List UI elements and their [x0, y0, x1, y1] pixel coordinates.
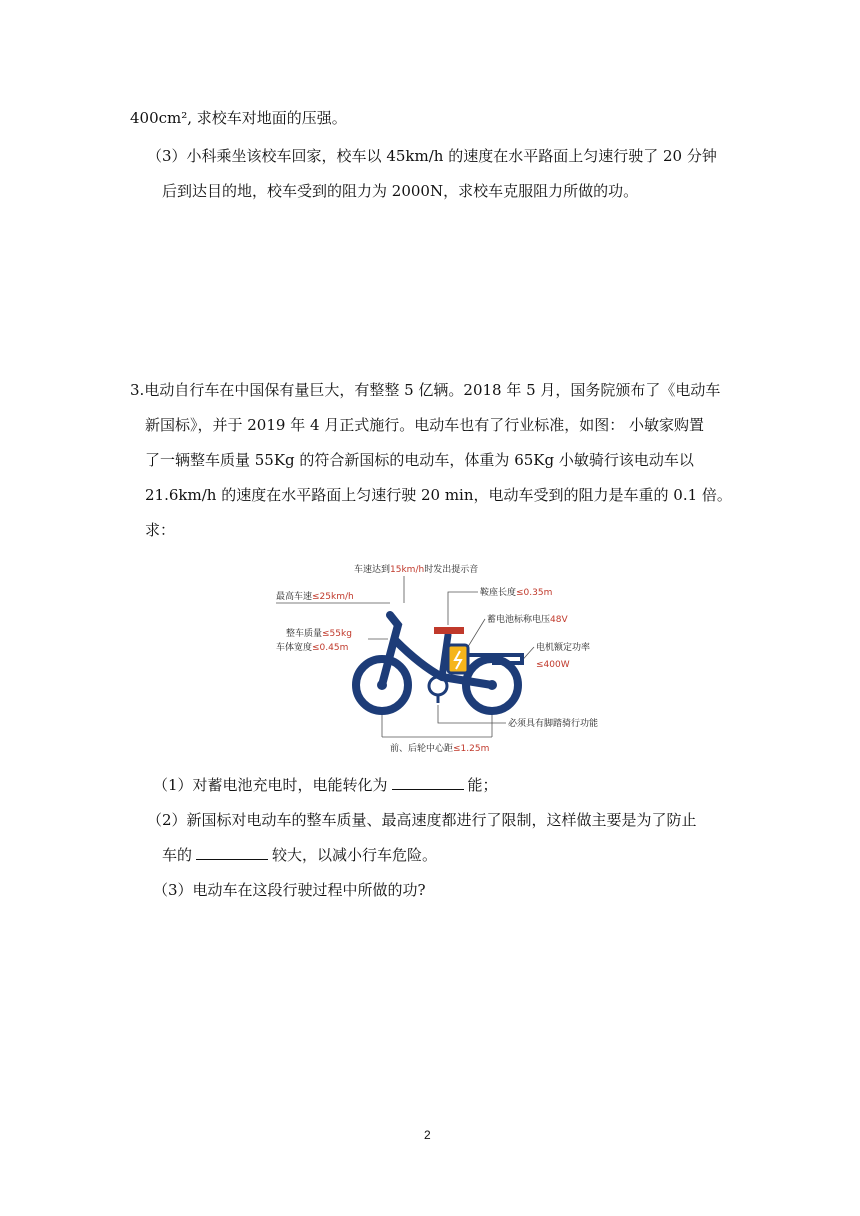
motor-label: 电机额定功率 — [536, 643, 591, 653]
question-1-suffix: 能； — [467, 776, 498, 794]
problem3-stem-line2: 新国标》，并于 2019 年 4 月正式施行。电动车也有了行业标准，如图： 小敏家购置 — [145, 416, 705, 434]
question-1 — [153, 775, 498, 795]
battery-leader — [466, 619, 485, 650]
answer-blank-2[interactable] — [196, 845, 268, 860]
question-2-text: 车的 — [162, 846, 193, 864]
wheelbase-label: 前、后轮中心距≤1.25m — [390, 744, 490, 754]
ebike-drawing — [356, 615, 522, 711]
mass-label: 整车质量≤55kg — [286, 629, 352, 639]
question-1-text: （1）对蓄电池充电时，电能转化为 — [153, 776, 388, 794]
battery-label: 蓄电池标称电压48V — [487, 615, 568, 625]
ebike-standards-figure — [270, 555, 615, 760]
problem3-stem-text: 电动自行车在中国保有量巨大，有整整 5 亿辆。2018 年 5 月，国务院颁布了《电动车 — [144, 381, 721, 399]
saddle-leader — [448, 592, 478, 625]
problem3-stem-line4: 21.6km/h 的速度在水平路面上匀速行驶 20 min，电动车受到的阻力是车重的 0.1 倍。 — [145, 486, 732, 504]
motor-value: ≤400W — [536, 660, 570, 670]
pedal-crank — [429, 677, 447, 695]
pedal-label: 必须具有脚踏骑行功能 — [508, 719, 599, 729]
question-2-suffix: 较大，以减小行车危险。 — [272, 846, 438, 864]
prev-problem-q3-line2: 后到达目的地，校车受到的阻力为 2000N，求校车克服阻力所做的功。 — [162, 182, 639, 200]
page-number: 2 — [424, 1128, 431, 1142]
problem-number: 3. — [130, 381, 145, 399]
prev-problem-q3-line1: （3）小科乘坐该校车回家，校车以 45km/h 的速度在水平路面上匀速行驶了 20 分钟 — [147, 147, 717, 165]
question-3: （3）电动车在这段行驶过程中所做的功? — [153, 881, 426, 899]
question-2-line1: （2）新国标对电动车的整车质量、最高速度都进行了限制，这样做主要是为了防止 — [147, 811, 697, 829]
prev-problem-line: 400cm², 求校车对地面的压强。 — [130, 109, 347, 127]
question-2-line2 — [162, 845, 437, 865]
width-label: 车体宽度≤0.45m — [276, 643, 349, 653]
speed-alert-label: 车速达到15km/h时发出提示音 — [354, 565, 479, 575]
max-speed-label: 最高车速≤25km/h — [276, 592, 354, 602]
saddle-label: 鞍座长度≤0.35m — [480, 588, 553, 598]
problem3-stem-line5: 求： — [145, 521, 176, 539]
answer-blank-1[interactable] — [392, 775, 464, 790]
saddle — [434, 627, 464, 634]
front-fork — [382, 615, 398, 685]
problem3-stem-line1 — [130, 380, 720, 400]
problem3-stem-line3: 了一辆整车质量 55Kg 的符合新国标的电动车，体重为 65Kg 小敏骑行该电动车以 — [145, 451, 694, 469]
